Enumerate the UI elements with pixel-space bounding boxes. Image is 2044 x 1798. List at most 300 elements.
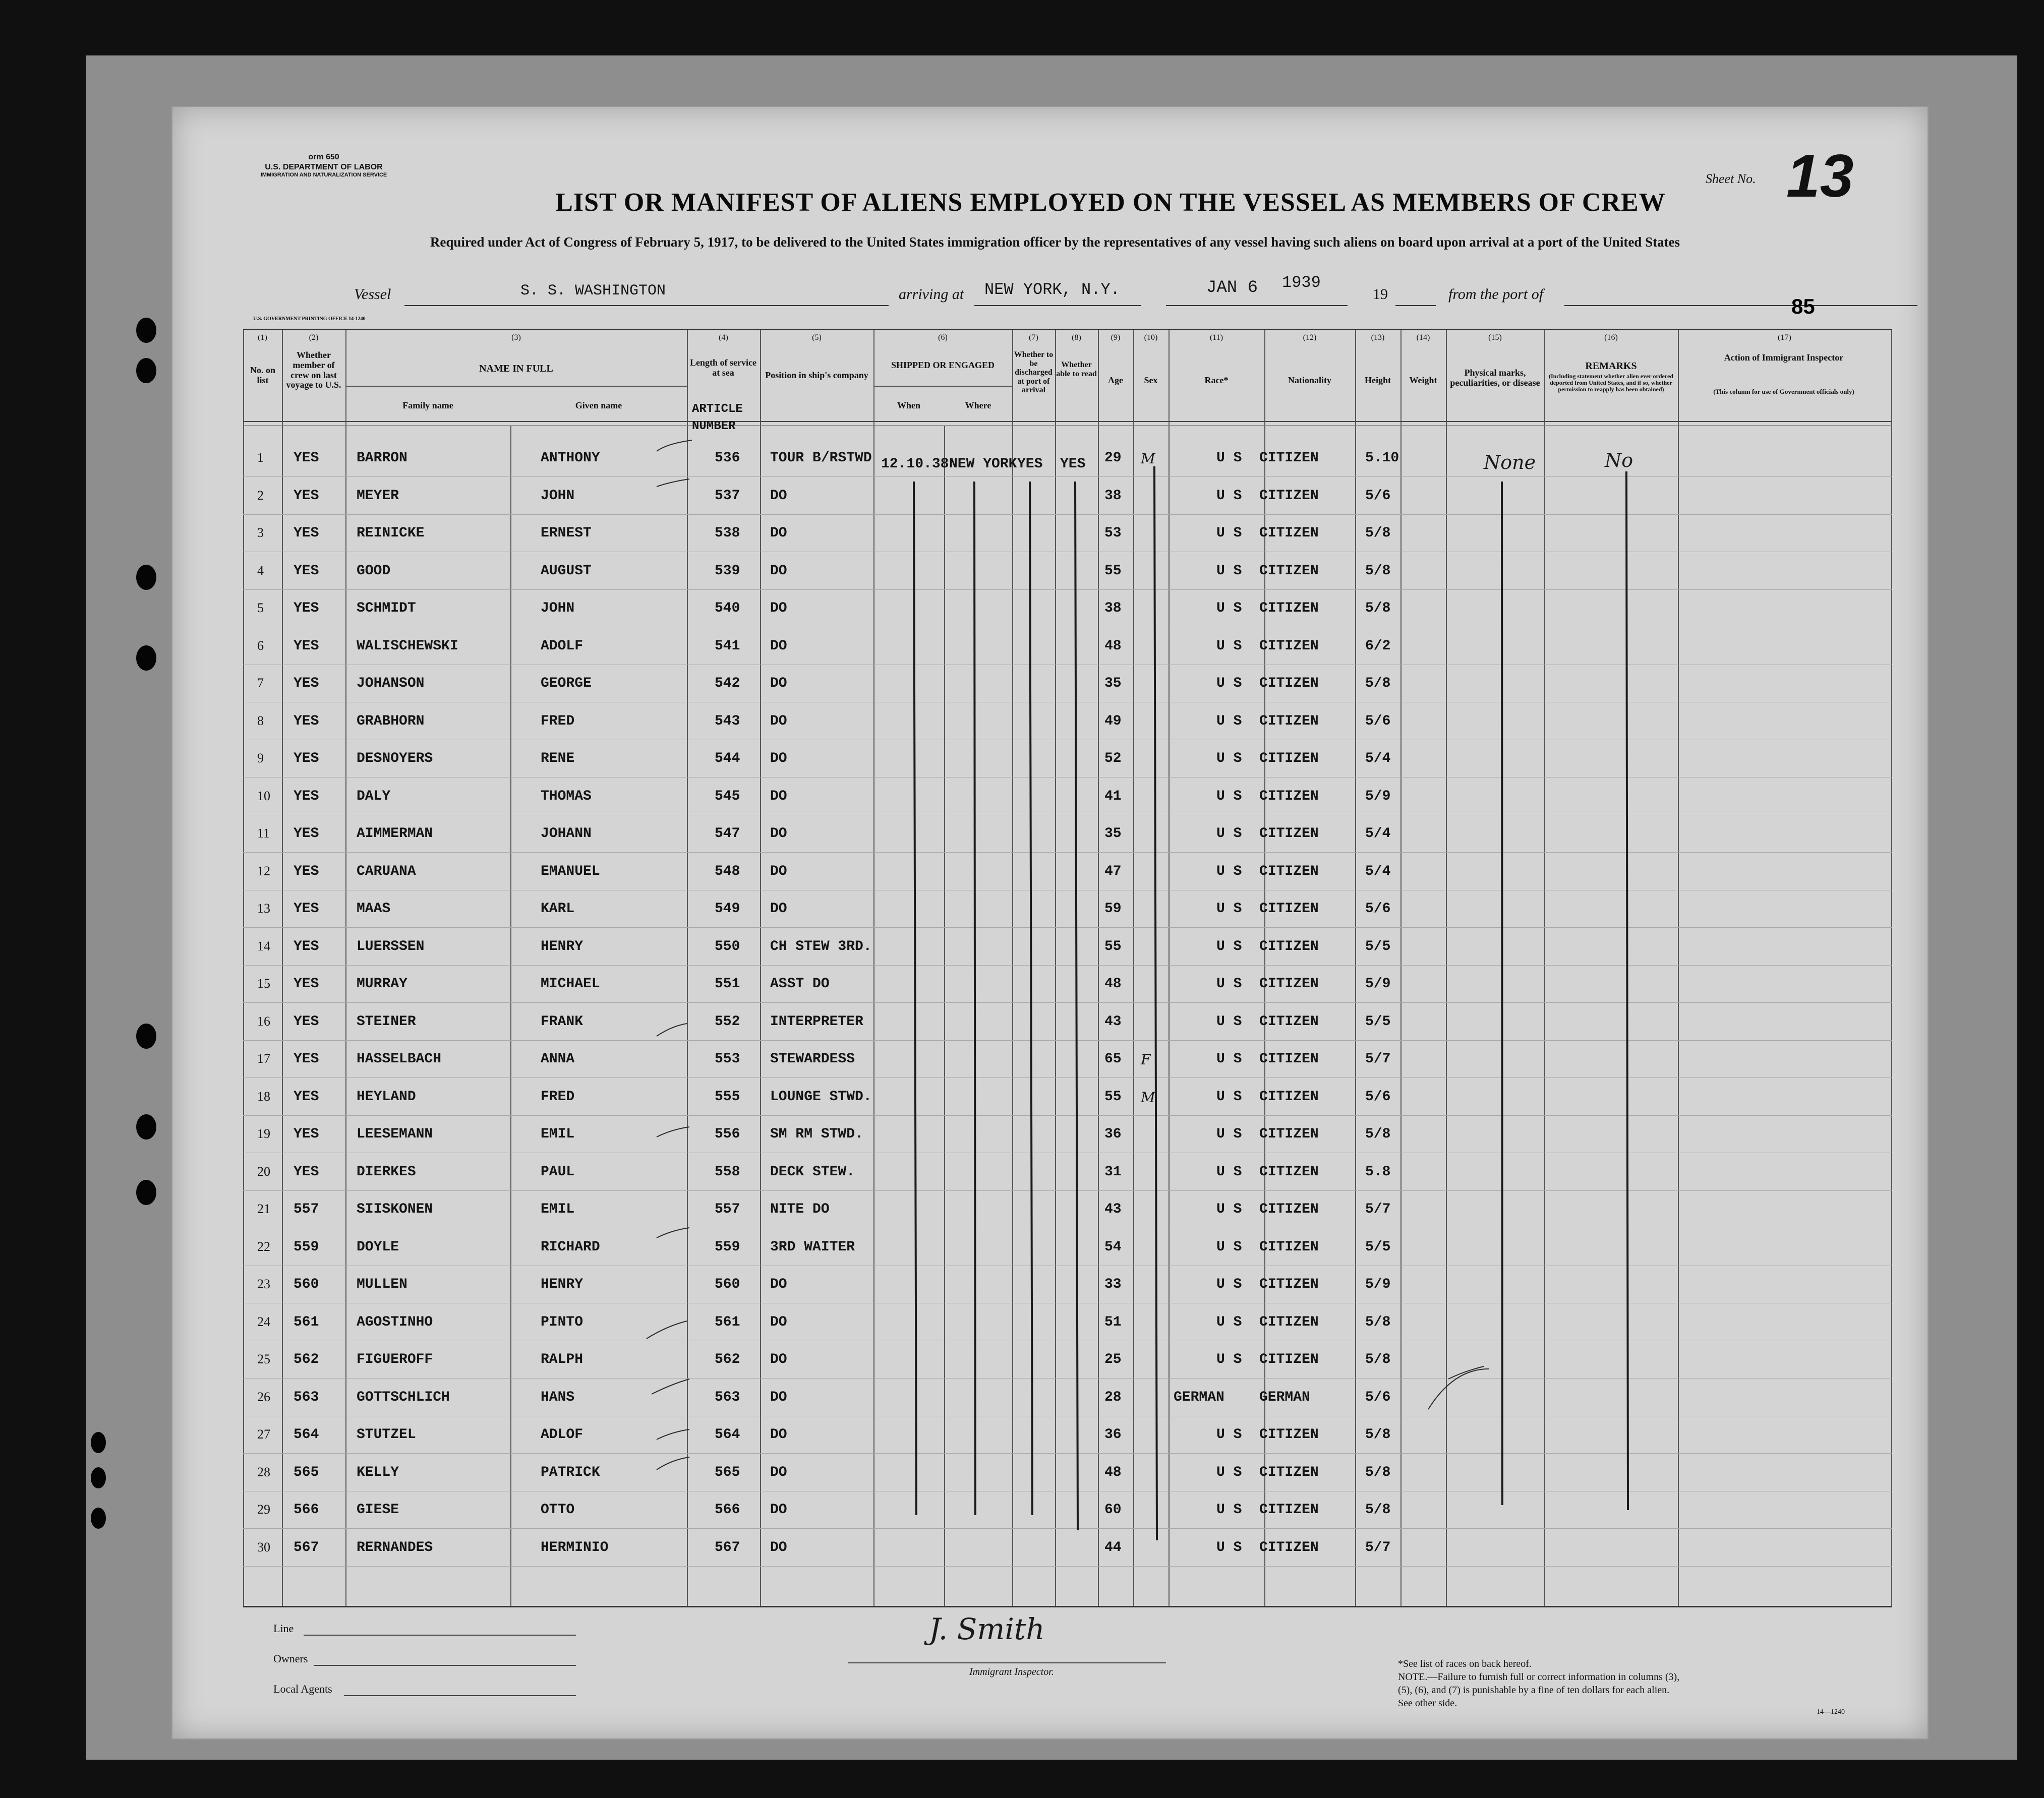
article-number: 566 bbox=[715, 1502, 740, 1518]
nationality: CITIZEN bbox=[1259, 1352, 1319, 1367]
height: 5/8 bbox=[1365, 601, 1391, 616]
nationality: CITIZEN bbox=[1259, 1502, 1319, 1518]
nationality: CITIZEN bbox=[1259, 788, 1319, 804]
race: U S bbox=[1216, 1502, 1242, 1518]
race: U S bbox=[1216, 601, 1242, 616]
row-number: 16 bbox=[257, 1013, 270, 1029]
position: DECK STEW. bbox=[770, 1164, 855, 1180]
row-number: 29 bbox=[257, 1502, 270, 1517]
position: CH STEW 3RD. bbox=[770, 938, 872, 954]
row-number: 6 bbox=[257, 638, 264, 653]
col-num: (9) bbox=[1111, 333, 1121, 342]
header-no-on-list: No. on list bbox=[250, 365, 275, 385]
col-num: (13) bbox=[1371, 333, 1385, 342]
family-name: HASSELBACH bbox=[357, 1051, 442, 1067]
header-age: Age bbox=[1108, 375, 1123, 385]
row-number: 4 bbox=[257, 563, 264, 578]
last-voyage: 564 bbox=[294, 1427, 319, 1443]
header-length-service: Length of service at sea bbox=[690, 357, 756, 378]
arrival-date: JAN 6 bbox=[1206, 278, 1258, 297]
form-code: 14—1240 bbox=[1817, 1708, 1845, 1716]
header-nationality: Nationality bbox=[1288, 375, 1331, 385]
row-number: 14 bbox=[257, 938, 270, 953]
able-to-read: YES bbox=[1060, 456, 1086, 472]
header-remarks-detail: (Including statement whether alien ever ordered deported from United States, and if so, whether permission to reapply has been obtained) bbox=[1549, 373, 1673, 393]
col-num: (2) bbox=[309, 333, 319, 342]
row-number: 19 bbox=[257, 1126, 270, 1141]
article-number: 555 bbox=[715, 1089, 740, 1105]
col-num: (3) bbox=[511, 333, 521, 342]
family-name: MULLEN bbox=[357, 1277, 407, 1292]
row-number: 26 bbox=[257, 1389, 270, 1404]
last-voyage: YES bbox=[294, 676, 319, 691]
position: SM RM STWD. bbox=[770, 1126, 863, 1142]
article-number: 548 bbox=[715, 863, 740, 879]
given-name: HENRY bbox=[541, 938, 583, 954]
last-voyage: YES bbox=[294, 1013, 319, 1030]
family-name: GRABHORN bbox=[357, 713, 425, 729]
row-number: 10 bbox=[257, 788, 270, 803]
nationality: CITIZEN bbox=[1259, 1013, 1319, 1030]
race: U S bbox=[1216, 1427, 1242, 1443]
line-label: Line bbox=[273, 1622, 294, 1635]
ditto-strokes bbox=[243, 330, 1892, 1606]
last-voyage: YES bbox=[294, 751, 319, 766]
nationality: CITIZEN bbox=[1259, 1089, 1319, 1105]
position: LOUNGE STWD. bbox=[770, 1089, 872, 1105]
given-name: PATRICK bbox=[541, 1464, 600, 1480]
nationality: CITIZEN bbox=[1259, 901, 1319, 917]
family-name: BARRON bbox=[357, 450, 407, 466]
last-voyage: 557 bbox=[294, 1202, 319, 1217]
service-name: IMMIGRATION AND NATURALIZATION SERVICE bbox=[260, 172, 387, 178]
header-action-detail: (This column for use of Government officials only) bbox=[1713, 388, 1854, 395]
header-position: Position in ship's company bbox=[765, 370, 868, 380]
age: 65 bbox=[1104, 1051, 1122, 1067]
col-num: (7) bbox=[1029, 333, 1038, 342]
race: U S bbox=[1216, 788, 1242, 804]
col-num: (11) bbox=[1209, 333, 1223, 342]
col-num: (8) bbox=[1072, 333, 1081, 342]
row-number: 2 bbox=[257, 488, 264, 503]
agents-underline bbox=[344, 1695, 576, 1696]
col-num: (1) bbox=[258, 333, 267, 342]
article-number: 540 bbox=[715, 601, 740, 616]
given-name: FRED bbox=[541, 713, 575, 729]
age: 35 bbox=[1104, 676, 1122, 691]
vessel-name: S. S. WASHINGTON bbox=[520, 282, 666, 299]
footer bbox=[243, 1607, 1892, 1728]
header-height: Height bbox=[1365, 375, 1391, 385]
nationality: CITIZEN bbox=[1259, 1314, 1319, 1330]
age: 48 bbox=[1104, 1464, 1122, 1480]
article-number: 567 bbox=[715, 1539, 740, 1555]
header-physical-marks: Physical marks, peculiarities, or disease bbox=[1450, 368, 1540, 388]
family-name: MEYER bbox=[357, 488, 399, 504]
nationality: CITIZEN bbox=[1259, 638, 1319, 654]
position: DO bbox=[770, 1464, 787, 1480]
article-number: 558 bbox=[715, 1164, 740, 1180]
family-name: AIMMERMAN bbox=[357, 826, 433, 842]
last-voyage: 561 bbox=[294, 1314, 319, 1330]
height: 5/8 bbox=[1365, 1352, 1391, 1367]
age: 44 bbox=[1104, 1539, 1122, 1555]
race: U S bbox=[1216, 1126, 1242, 1142]
position: DO bbox=[770, 1352, 787, 1367]
given-name: JOHN bbox=[541, 488, 575, 504]
nationality: CITIZEN bbox=[1259, 826, 1319, 842]
given-name: ANNA bbox=[541, 1051, 575, 1067]
nationality: CITIZEN bbox=[1259, 976, 1319, 992]
nationality: CITIZEN bbox=[1259, 1051, 1319, 1067]
article-number: 552 bbox=[715, 1013, 740, 1030]
given-name: ERNEST bbox=[541, 525, 592, 541]
height: 5/8 bbox=[1365, 676, 1391, 691]
row-number: 12 bbox=[257, 863, 270, 878]
age: 60 bbox=[1104, 1502, 1122, 1518]
given-name: RENE bbox=[541, 751, 575, 766]
penalty-note: NOTE.—Failure to furnish full or correct information in columns (3), (5), (6), and (7) is punishable by a fine of ten dollars for each alien. See other side. bbox=[1398, 1671, 1680, 1709]
nationality: CITIZEN bbox=[1259, 563, 1319, 579]
last-voyage: YES bbox=[294, 638, 319, 654]
height: 5/6 bbox=[1365, 713, 1391, 729]
age: 35 bbox=[1104, 826, 1122, 842]
binder-hole bbox=[136, 1114, 156, 1140]
age: 43 bbox=[1104, 1013, 1122, 1030]
last-voyage: YES bbox=[294, 713, 319, 729]
nationality: CITIZEN bbox=[1259, 938, 1319, 954]
last-voyage: YES bbox=[294, 938, 319, 954]
family-name: STEINER bbox=[357, 1013, 416, 1030]
race: U S bbox=[1216, 563, 1242, 579]
last-voyage: YES bbox=[294, 976, 319, 992]
age: 54 bbox=[1104, 1239, 1122, 1255]
last-voyage: YES bbox=[294, 788, 319, 804]
race: U S bbox=[1216, 488, 1242, 504]
last-voyage: 566 bbox=[294, 1502, 319, 1518]
height: 5/6 bbox=[1365, 1389, 1391, 1405]
position: DO bbox=[770, 788, 787, 804]
given-name: JOHANN bbox=[541, 826, 592, 842]
age: 55 bbox=[1104, 563, 1122, 579]
position: DO bbox=[770, 638, 787, 654]
position: ASST DO bbox=[770, 976, 830, 992]
family-name: REINICKE bbox=[357, 525, 425, 541]
height: 5/8 bbox=[1365, 1427, 1391, 1443]
family-name: HEYLAND bbox=[357, 1089, 416, 1105]
height: 5/8 bbox=[1365, 1502, 1391, 1518]
nationality: CITIZEN bbox=[1259, 863, 1319, 879]
race: U S bbox=[1216, 1202, 1242, 1217]
nationality: CITIZEN bbox=[1259, 1464, 1319, 1480]
arrival-year: 1939 bbox=[1282, 273, 1321, 292]
position: DO bbox=[770, 1427, 787, 1443]
given-name: THOMAS bbox=[541, 788, 592, 804]
given-name: HERMINIO bbox=[541, 1539, 609, 1555]
height: 5/6 bbox=[1365, 488, 1391, 504]
to-be-discharged: YES bbox=[1017, 456, 1043, 472]
race: U S bbox=[1216, 1013, 1242, 1030]
age: 25 bbox=[1104, 1352, 1122, 1367]
last-voyage: YES bbox=[294, 1164, 319, 1180]
vessel-underline bbox=[404, 305, 889, 306]
race: U S bbox=[1216, 1352, 1242, 1367]
row-number: 25 bbox=[257, 1352, 270, 1366]
position: DO bbox=[770, 1389, 787, 1405]
col-num: (14) bbox=[1416, 333, 1430, 342]
position: STEWARDESS bbox=[770, 1051, 855, 1067]
row-number: 30 bbox=[257, 1539, 270, 1554]
family-name: GOTTSCHLICH bbox=[357, 1389, 450, 1405]
given-name: FRANK bbox=[541, 1013, 583, 1030]
family-name: AGOSTINHO bbox=[357, 1314, 433, 1330]
position: DO bbox=[770, 563, 787, 579]
signature-line bbox=[848, 1662, 1166, 1663]
article-number: 547 bbox=[715, 826, 740, 842]
race: U S bbox=[1216, 901, 1242, 917]
family-name: STUTZEL bbox=[357, 1427, 416, 1443]
nationality: CITIZEN bbox=[1259, 1427, 1319, 1443]
age: 47 bbox=[1104, 863, 1122, 879]
height: 5/8 bbox=[1365, 563, 1391, 579]
header-family-name: Family name bbox=[402, 400, 453, 410]
row-number: 18 bbox=[257, 1089, 270, 1104]
last-voyage: YES bbox=[294, 863, 319, 879]
binder-hole bbox=[91, 1467, 106, 1488]
position: INTERPRETER bbox=[770, 1013, 863, 1030]
article-number: 563 bbox=[715, 1389, 740, 1405]
given-name: EMIL bbox=[541, 1202, 575, 1217]
header-discharged: Whether to be discharged at port of arrival bbox=[1014, 350, 1054, 395]
position: DO bbox=[770, 826, 787, 842]
age: 49 bbox=[1104, 713, 1122, 729]
article-number: 565 bbox=[715, 1464, 740, 1480]
line-underline bbox=[304, 1635, 576, 1636]
article-number: 536 bbox=[715, 450, 740, 466]
height: 5/8 bbox=[1365, 525, 1391, 541]
given-name: FRED bbox=[541, 1089, 575, 1105]
age: 53 bbox=[1104, 525, 1122, 541]
race: U S bbox=[1216, 1314, 1242, 1330]
family-name: WALISCHEWSKI bbox=[357, 638, 458, 654]
race: U S bbox=[1216, 1239, 1242, 1255]
family-name: SCHMIDT bbox=[357, 601, 416, 616]
article-number: 550 bbox=[715, 938, 740, 954]
height: 5.10 bbox=[1365, 450, 1399, 466]
nationality: CITIZEN bbox=[1259, 676, 1319, 691]
height: 5/8 bbox=[1365, 1126, 1391, 1142]
last-voyage: 562 bbox=[294, 1352, 319, 1367]
age: 33 bbox=[1104, 1277, 1122, 1292]
binder-hole bbox=[136, 358, 156, 383]
race: U S bbox=[1216, 450, 1242, 466]
nationality: CITIZEN bbox=[1259, 1239, 1319, 1255]
sheet-number-label: Sheet No. bbox=[1706, 171, 1756, 186]
position: DO bbox=[770, 1539, 787, 1555]
last-voyage: YES bbox=[294, 826, 319, 842]
given-name: OTTO bbox=[541, 1502, 575, 1518]
sheet-number: 13 bbox=[1786, 142, 1854, 210]
row-number: 7 bbox=[257, 676, 264, 690]
given-name: EMANUEL bbox=[541, 863, 600, 879]
physical-marks: None bbox=[1484, 451, 1536, 473]
height: 5/5 bbox=[1365, 938, 1391, 954]
age: 41 bbox=[1104, 788, 1122, 804]
nationality: CITIZEN bbox=[1259, 601, 1319, 616]
position: 3RD WAITER bbox=[770, 1239, 855, 1255]
row-number: 1 bbox=[257, 450, 264, 465]
height: 5/9 bbox=[1365, 1277, 1391, 1292]
given-name: EMIL bbox=[541, 1126, 575, 1142]
owners-label: Owners bbox=[273, 1652, 308, 1665]
height: 5/9 bbox=[1365, 788, 1391, 804]
header-last-voyage: Whether member of crew on last voyage to U.S. bbox=[286, 350, 341, 390]
header-read: Whether able to read bbox=[1056, 361, 1097, 378]
last-voyage: YES bbox=[294, 901, 319, 917]
height: 5/7 bbox=[1365, 1051, 1391, 1067]
height: 6/2 bbox=[1365, 638, 1391, 654]
age: 52 bbox=[1104, 751, 1122, 766]
binder-hole bbox=[136, 1024, 156, 1049]
vessel-label: Vessel bbox=[354, 286, 391, 303]
article-number: 551 bbox=[715, 976, 740, 992]
last-voyage: 563 bbox=[294, 1389, 319, 1405]
height: 5/7 bbox=[1365, 1202, 1391, 1217]
row-number: 9 bbox=[257, 751, 264, 765]
article-number: 561 bbox=[715, 1314, 740, 1330]
given-name: RALPH bbox=[541, 1352, 583, 1367]
col-num: (5) bbox=[812, 333, 822, 342]
position: DO bbox=[770, 1502, 787, 1518]
age: 31 bbox=[1104, 1164, 1122, 1180]
form-subtitle: Required under Act of Congress of February 5, 1917, to be delivered to the United States immigration officer by the representatives of any vessel having such aliens on board upon arrival at a port of the United States bbox=[430, 234, 1680, 250]
given-name: GEORGE bbox=[541, 676, 592, 691]
given-name: ANTHONY bbox=[541, 450, 600, 466]
nationality: CITIZEN bbox=[1259, 450, 1319, 466]
last-voyage: YES bbox=[294, 563, 319, 579]
race: U S bbox=[1216, 676, 1242, 691]
binder-hole bbox=[91, 1432, 106, 1453]
header-name-in-full: NAME IN FULL bbox=[479, 363, 553, 374]
row-number: 27 bbox=[257, 1427, 270, 1442]
last-voyage: YES bbox=[294, 1051, 319, 1067]
nationality: CITIZEN bbox=[1259, 751, 1319, 766]
header-weight: Weight bbox=[1409, 375, 1437, 385]
family-name: LUERSSEN bbox=[357, 938, 425, 954]
sex: M bbox=[1141, 1089, 1155, 1106]
given-name: KARL bbox=[541, 901, 575, 917]
height: 5/4 bbox=[1365, 826, 1391, 842]
race: U S bbox=[1216, 976, 1242, 992]
given-name: MICHAEL bbox=[541, 976, 600, 992]
header-remarks: REMARKS bbox=[1585, 361, 1637, 372]
row-number: 23 bbox=[257, 1277, 270, 1291]
row-number: 11 bbox=[257, 826, 270, 841]
from-port-label: from the port of bbox=[1448, 286, 1544, 303]
family-name: FIGUEROFF bbox=[357, 1352, 433, 1367]
article-number: 537 bbox=[715, 488, 740, 504]
binder-hole bbox=[136, 318, 156, 343]
given-name: ADOLF bbox=[541, 638, 583, 654]
age: 55 bbox=[1104, 1089, 1122, 1105]
family-name: SIISKONEN bbox=[357, 1202, 433, 1217]
nationality: CITIZEN bbox=[1259, 488, 1319, 504]
form-title: LIST OR MANIFEST OF ALIENS EMPLOYED ON THE VESSEL AS MEMBERS OF CREW bbox=[555, 188, 1666, 217]
col-num: (17) bbox=[1778, 333, 1791, 342]
position: DO bbox=[770, 1314, 787, 1330]
race: U S bbox=[1216, 938, 1242, 954]
race: U S bbox=[1216, 1464, 1242, 1480]
races-note: *See list of races on back hereof. bbox=[1398, 1658, 1532, 1669]
department-name: U.S. DEPARTMENT OF LABOR bbox=[265, 163, 383, 171]
row-number: 15 bbox=[257, 976, 270, 991]
col-num: (6) bbox=[938, 333, 948, 342]
family-name: GIESE bbox=[357, 1502, 399, 1518]
article-number: 542 bbox=[715, 676, 740, 691]
height: 5/4 bbox=[1365, 751, 1391, 766]
article-number: 564 bbox=[715, 1427, 740, 1443]
nationality: CITIZEN bbox=[1259, 1277, 1319, 1292]
given-name: PINTO bbox=[541, 1314, 583, 1330]
sex: M bbox=[1141, 450, 1155, 467]
binder-hole bbox=[136, 565, 156, 590]
agents-label: Local Agents bbox=[273, 1683, 332, 1695]
arriving-label: arriving at bbox=[899, 286, 964, 303]
race: U S bbox=[1216, 863, 1242, 879]
family-name: GOOD bbox=[357, 563, 391, 579]
family-name: DIERKES bbox=[357, 1164, 416, 1180]
race: U S bbox=[1216, 826, 1242, 842]
header-when: When bbox=[897, 400, 920, 410]
position: DO bbox=[770, 676, 787, 691]
corner-number: 85 bbox=[1791, 294, 1815, 318]
age: 48 bbox=[1104, 638, 1122, 654]
height: 5/9 bbox=[1365, 976, 1391, 992]
age: 36 bbox=[1104, 1427, 1122, 1443]
row-number: 13 bbox=[257, 901, 270, 916]
height: 5/6 bbox=[1365, 1089, 1391, 1105]
height: 5/7 bbox=[1365, 1539, 1391, 1555]
last-voyage: YES bbox=[294, 525, 319, 541]
height: 5/8 bbox=[1365, 1314, 1391, 1330]
nationality: CITIZEN bbox=[1259, 1126, 1319, 1142]
row-number: 5 bbox=[257, 601, 264, 615]
arriving-underline bbox=[974, 305, 1141, 306]
form-number: orm 650 bbox=[308, 153, 339, 161]
row-number: 8 bbox=[257, 713, 264, 728]
last-voyage: 559 bbox=[294, 1239, 319, 1255]
last-voyage: 560 bbox=[294, 1277, 319, 1292]
family-name: DALY bbox=[357, 788, 391, 804]
given-name: RICHARD bbox=[541, 1239, 600, 1255]
from-port-underline bbox=[1564, 305, 1917, 306]
race: U S bbox=[1216, 525, 1242, 541]
position: DO bbox=[770, 751, 787, 766]
article-number: 543 bbox=[715, 713, 740, 729]
article-number: 556 bbox=[715, 1126, 740, 1142]
col-num: (16) bbox=[1604, 333, 1618, 342]
race: GERMAN bbox=[1174, 1389, 1224, 1405]
sex: F bbox=[1141, 1051, 1151, 1068]
race: U S bbox=[1216, 1277, 1242, 1292]
family-name: DOYLE bbox=[357, 1239, 399, 1255]
race: U S bbox=[1216, 713, 1242, 729]
family-name: RERNANDES bbox=[357, 1539, 433, 1555]
last-voyage: YES bbox=[294, 450, 319, 466]
article-number: 560 bbox=[715, 1277, 740, 1292]
header-shipped: SHIPPED OR ENGAGED bbox=[891, 360, 995, 370]
position: TOUR B/RSTWD bbox=[770, 450, 872, 466]
